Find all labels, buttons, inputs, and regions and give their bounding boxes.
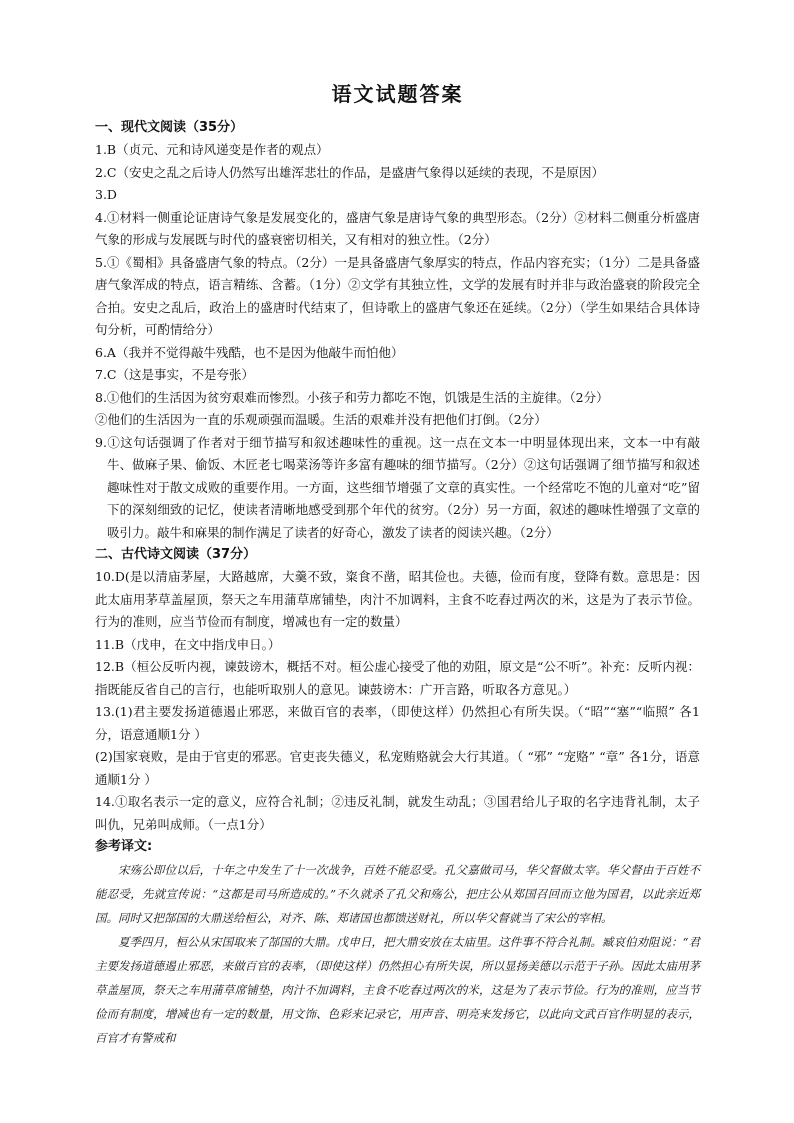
modern-reading-answers [95, 139, 700, 544]
answer-item: 13.(1)君主要发扬道德遏止邪恶，来做百官的表率，（即使这样）仍然担心有所失误。（“昭”“塞”“临照” 各1分，语意通顺1分 ） [95, 704, 700, 742]
answer-item: 3.D [95, 187, 117, 202]
translation-paragraph: 夏季四月，桓公从宋国取来了郜国的大鼎。戊申日，把大鼎安放在太庙里。这件事不符合礼制。臧哀伯劝阻说：“君主要发扬道德遏止邪恶，来做百官的表率，（即使这样）仍然担心有所失误，所以显扬美德以示范于子孙。因此太庙用茅草盖屋顶，祭天之车用蒲草席铺垫，肉汁不加调料，主食不吃舂过两次的米，这是为了表示节俭。行为的准则，应当节俭而有制度，增减也有一定的数量，用文饰、色彩来记录它，用声音、明亮来发扬它，以此向文武百官作明显的表示，百官才有警戒和 [95, 935, 700, 1045]
document-title: 语文试题答案 [331, 82, 464, 106]
answer-item: 5.①《蜀相》具备盛唐气象的特点。（2分）一是具备盛唐气象厚实的特点，作品内容充实；（1分）二是具备盛唐气象浑成的特点，语言精练、含蓄。（1分）②文学有其独立性，文学的发展有时并非与政治盛衰的阶段完全合拍。安史之乱后，政治上的盛唐时代结束了，但诗歌上的盛唐气象还在延续。（2分）（学生如果结合具体诗句分析，可酌情给分） [95, 254, 700, 337]
answer-item: 8.①他们的生活因为贫穷艰难而惨烈。小孩子和劳力都吃不饱，饥饿是生活的主旋律。（2分） [95, 389, 609, 405]
translation-paragraph: 宋殇公即位以后，十年之中发生了十一次战争，百姓不能忍受。孔父嘉做司马，华父督做太宰。华父督由于百姓不能忍受，先就宣传说：“这都是司马所造成的。”不久就杀了孔父和殇公，把庄公从郑国召回而立他为国君，以此亲近郑国。同时又把郜国的大鼎送给桓公，对齐、陈、郑诸国也都馈送财礼，所以华父督就当了宋公的宰相。 [95, 863, 700, 925]
answer-document [95, 78, 700, 1050]
answer-item: (2)国家衰败，是由于官吏的邪恶。官吏丧失德义，私宠贿赂就会大行其道。（ “邪” “宠赂” “章” 各1分，语意通顺1分 ） [95, 749, 700, 787]
answer-item: 4.①材料一侧重论证唐诗气象是发展变化的，盛唐气象是唐诗气象的典型形态。（2分）②材料二侧重分析盛唐气象的形成与发展既与时代的盛衰密切相关，又有相对的独立性。（2分） [95, 209, 700, 247]
answer-item: 9.①这句话强调了作者对于细节描写和叙述趣味性的重视。这一点在文本一中明显体现出来，文本一中有敲牛、做麻子果、偷饭、木匠老七喝菜汤等许多富有趣味的细节描写。（2分）②这句话强调了细节描写和叙述趣味性对于散文成败的重要作用。一方面，这些细节增强了文章的真实性。一个经常吃不饱的儿童对“吃”留下的深刻细致的记忆，使读者清晰地感受到那个年代的贫穷。（2分）另一方面，叙述的趣味性增强了文章的吸引力。敲牛和麻果的制作满足了读者的好奇心，激发了读者的阅读兴趣。（2分） [95, 434, 700, 540]
translation-body [95, 858, 700, 1050]
answer-item: 12.B（桓公反听内视，谏鼓谤木，概括不对。桓公虚心接受了他的劝阻，原文是“公不听”。补充：反听内视：指既能反省自己的言行，也能听取别人的意见。谏鼓谤木：广开言路，听取各方意见。） [95, 659, 700, 697]
answer-item: 11.B（戊申，在文中指戊申日。） [95, 636, 281, 652]
classical-reading-answers [95, 566, 700, 836]
answer-item: 6.A（我并不觉得敲牛残酷，也不是因为他敲牛而怕他） [95, 344, 404, 360]
answer-item: 10.D(是以清庙茅屋，大路越席，大羹不致，粢食不凿，昭其俭也。夫德，俭而有度，登降有数。意思是：因此太庙用茅草盖屋顶，祭天之车用蒲草席铺垫，肉汁不加调料，主食不吃舂过两次的米，这是为了表示节俭。行为的准则，应当节俭而有制度，增减也有一定的数量） [95, 569, 700, 629]
answer-item: 14.①取名表示一定的意义，应符合礼制；②违反礼制，就发生动乱；③国君给儿子取的名字违背礼制，太子叫仇，兄弟叫成师。（一点1分） [95, 794, 700, 832]
section-heading-classical-reading: 二、古代诗文阅读（37分） [95, 547, 257, 562]
section-heading-modern-reading: 一、现代文阅读（35分） [95, 120, 244, 135]
answer-item: ②他们的生活因为一直的乐观顽强而温暖。生活的艰难并没有把他们打倒。（2分） [95, 412, 547, 427]
answer-item: 1.B（贞元、元和诗风递变是作者的观点） [95, 142, 329, 157]
translation-heading: 参考译文: [95, 839, 153, 854]
answer-item: 7.C（这是事实，不是夸张） [95, 367, 254, 382]
answer-item: 2.C（安史之乱之后诗人仍然写出雄浑悲壮的作品，是盛唐气象得以延续的表现，不是原因） [95, 164, 604, 180]
